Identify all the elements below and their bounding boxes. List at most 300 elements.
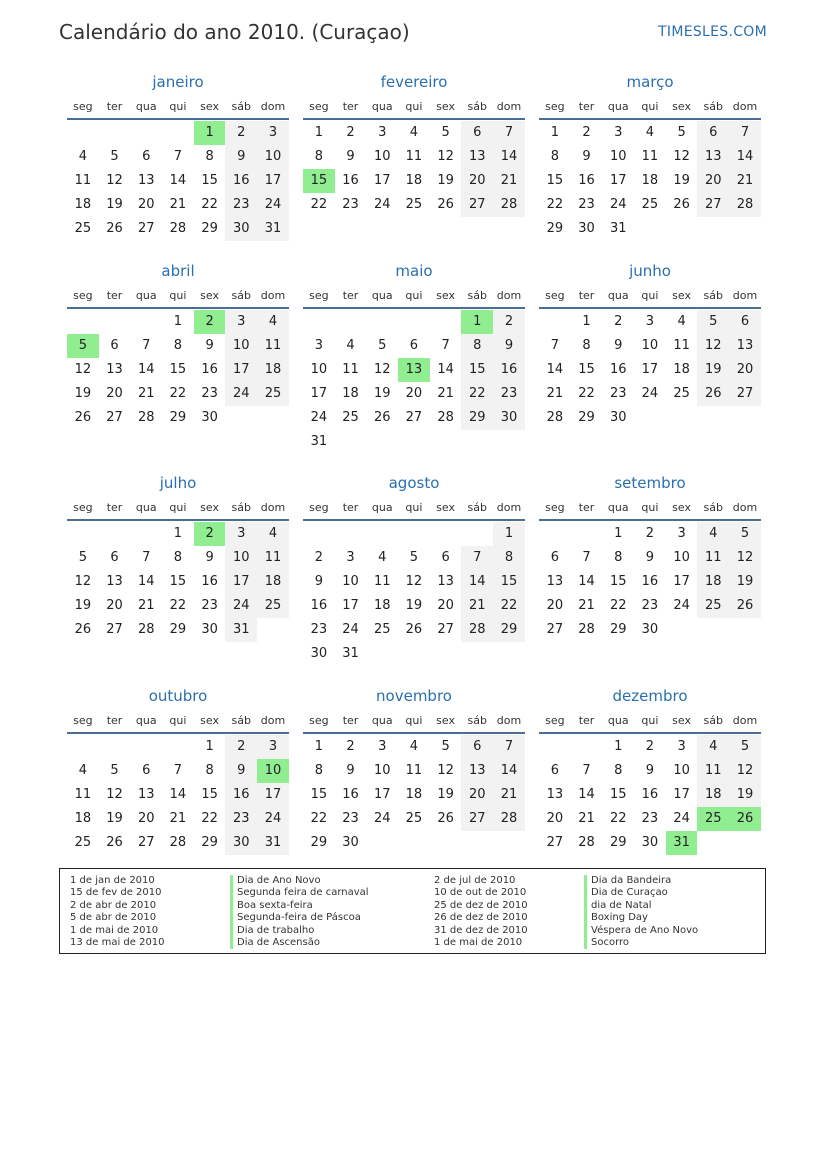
empty-cell [539, 735, 571, 759]
day-cell: 3 [378, 125, 387, 140]
empty-cell [130, 121, 162, 145]
weekday-label: seg [73, 289, 93, 302]
empty-cell [257, 406, 289, 430]
day-cell: 19 [697, 358, 729, 382]
day-cell: 15 [310, 787, 328, 802]
legend-holiday-name: Dia de trabalho [230, 925, 369, 937]
weekday-label: dom [496, 501, 522, 514]
day-cell: 29 [201, 221, 218, 236]
day-cell: 14 [578, 787, 595, 802]
weekday-label: seg [309, 100, 329, 113]
empty-cell [303, 310, 335, 334]
day-cell: 15 [169, 362, 187, 377]
day-cell: 30 [225, 217, 257, 241]
day-cell: 26 [373, 410, 391, 425]
weekday-label: seg [73, 100, 93, 113]
day-cell: 26 [437, 811, 454, 826]
day-cell: 30 [310, 646, 328, 661]
day-cell: 8 [493, 546, 525, 570]
weekday-label: sex [672, 289, 691, 302]
empty-cell [225, 406, 257, 430]
day-cell: 11 [641, 149, 659, 164]
legend-date: 1 de mai de 2010 [434, 937, 523, 949]
day-cell: 21 [729, 169, 761, 193]
empty-cell [430, 430, 462, 454]
month-fevereiro [303, 72, 525, 217]
weekday-label: sáb [703, 714, 724, 727]
month-name: novembro [376, 687, 452, 705]
day-cell: 18 [673, 362, 690, 377]
day-cell: 5 [677, 125, 686, 140]
day-cell: 3 [225, 522, 257, 546]
weekday-label: qui [641, 289, 659, 302]
day-cell: 7 [582, 550, 591, 565]
day-cell: 4 [697, 522, 729, 546]
day-cell: 11 [74, 173, 92, 188]
weekday-label: qua [135, 100, 157, 113]
day-cell: 31 [609, 221, 627, 236]
day-cell: 28 [729, 193, 761, 217]
weekday-label: sáb [231, 289, 252, 302]
day-cell: 17 [225, 570, 257, 594]
day-cell: 4 [257, 522, 289, 546]
weekday-label: qua [607, 289, 629, 302]
day-cell: 5 [67, 334, 99, 358]
day-cell: 6 [110, 550, 119, 565]
day-cell: 11 [342, 362, 359, 377]
day-cell: 14 [137, 362, 155, 377]
day-cell: 19 [74, 598, 92, 613]
weekday-label: qua [371, 501, 393, 514]
empty-cell [67, 310, 99, 334]
day-cell: 10 [225, 334, 257, 358]
day-cell: 4 [257, 310, 289, 334]
day-cell: 16 [342, 173, 359, 188]
month-name: agosto [388, 474, 440, 492]
day-cell: 14 [461, 570, 493, 594]
weekday-label: dom [732, 100, 758, 113]
empty-cell [430, 831, 462, 855]
empty-cell [303, 522, 335, 546]
weekday-label: sáb [467, 714, 488, 727]
day-cell: 23 [225, 807, 257, 831]
day-cell: 1 [194, 121, 226, 145]
day-cell: 22 [201, 197, 218, 212]
empty-cell [335, 522, 367, 546]
day-cell: 22 [201, 811, 218, 826]
weekday-label: sáb [703, 289, 724, 302]
month-name: outubro [148, 687, 208, 705]
legend-date: 1 de mai de 2010 [70, 924, 159, 936]
day-cell: 4 [697, 735, 729, 759]
day-cell: 22 [546, 197, 564, 212]
day-cell: 8 [614, 763, 623, 778]
weekday-label: qui [641, 501, 659, 514]
empty-cell [398, 310, 430, 334]
day-cell: 8 [582, 338, 591, 353]
day-cell: 7 [173, 763, 183, 778]
day-cell: 26 [74, 622, 92, 637]
day-cell: 20 [437, 598, 454, 613]
day-cell: 20 [546, 811, 564, 826]
day-cell: 14 [546, 362, 564, 377]
day-cell: 7 [729, 121, 761, 145]
day-cell: 1 [173, 314, 183, 329]
day-cell: 7 [441, 338, 450, 353]
day-cell: 9 [493, 334, 525, 358]
day-grid [303, 522, 525, 666]
day-cell: 4 [409, 739, 419, 754]
day-cell: 8 [550, 149, 559, 164]
day-cell: 2 [194, 522, 226, 546]
day-cell: 3 [346, 550, 355, 565]
legend-holiday-name: Segunda feira de carnaval [230, 887, 369, 899]
empty-cell [729, 406, 761, 430]
day-cell: 20 [729, 358, 761, 382]
day-cell: 1 [314, 739, 323, 754]
legend-holiday-name: Socorro [584, 937, 698, 949]
day-cell: 19 [74, 386, 92, 401]
day-cell: 12 [106, 787, 123, 802]
weekday-header [67, 96, 289, 120]
day-cell: 20 [461, 169, 493, 193]
empty-cell [729, 217, 761, 241]
day-cell: 30 [201, 410, 218, 425]
day-cell: 30 [342, 835, 359, 850]
day-cell: 24 [225, 594, 257, 618]
weekday-label: qui [641, 714, 659, 727]
empty-cell [634, 406, 666, 430]
day-cell: 6 [142, 763, 151, 778]
empty-cell [697, 831, 729, 855]
day-cell: 4 [677, 314, 686, 329]
day-cell: 10 [373, 149, 391, 164]
day-cell: 11 [405, 149, 423, 164]
day-cell: 16 [578, 173, 595, 188]
day-cell: 2 [346, 125, 355, 140]
month-janeiro [67, 72, 289, 241]
month-name: dezembro [612, 687, 688, 705]
day-cell: 21 [169, 811, 187, 826]
weekday-header [303, 710, 525, 734]
day-cell: 4 [78, 763, 87, 778]
day-cell: 12 [74, 574, 92, 589]
weekday-label: sex [200, 100, 219, 113]
day-cell: 19 [729, 783, 761, 807]
day-cell: 15 [201, 787, 218, 802]
day-cell: 3 [378, 739, 387, 754]
day-cell: 16 [201, 574, 218, 589]
day-cell: 26 [729, 594, 761, 618]
day-cell: 10 [609, 149, 627, 164]
holiday-legend [59, 868, 766, 954]
day-cell: 18 [697, 570, 729, 594]
legend-date: 2 de abr de 2010 [70, 899, 157, 911]
day-cell: 20 [697, 169, 729, 193]
day-cell: 6 [550, 550, 559, 565]
day-cell: 26 [106, 221, 123, 236]
day-cell: 21 [137, 386, 155, 401]
day-cell: 16 [342, 787, 359, 802]
month-abril [67, 261, 289, 430]
weekday-label: sex [200, 289, 219, 302]
day-cell: 6 [110, 338, 119, 353]
day-cell: 2 [493, 310, 525, 334]
day-cell: 8 [205, 763, 214, 778]
empty-cell [366, 522, 398, 546]
day-cell: 7 [142, 338, 151, 353]
legend-holiday-name: Dia de Ascensão [230, 937, 369, 949]
weekday-label: sex [672, 100, 691, 113]
day-grid [539, 310, 761, 430]
day-cell: 18 [74, 811, 92, 826]
weekday-label: dom [732, 714, 758, 727]
weekday-header [539, 497, 761, 521]
weekday-label: sáb [231, 501, 252, 514]
day-cell: 4 [346, 338, 355, 353]
day-cell: 29 [578, 410, 595, 425]
day-cell: 10 [373, 763, 391, 778]
weekday-label: dom [496, 289, 522, 302]
empty-cell [67, 522, 99, 546]
day-cell: 15 [546, 173, 564, 188]
day-cell: 12 [373, 362, 391, 377]
day-cell: 17 [373, 173, 391, 188]
legend-holiday-name: Dia de Curaçao [584, 887, 698, 899]
day-cell: 18 [257, 570, 289, 594]
day-cell: 9 [614, 338, 623, 353]
legend-date: 10 de out de 2010 [434, 887, 527, 899]
empty-cell [461, 831, 493, 855]
month-name: maio [395, 262, 433, 280]
day-cell: 4 [645, 125, 655, 140]
day-cell: 1 [314, 125, 323, 140]
empty-cell [99, 310, 131, 334]
weekday-label: seg [309, 289, 329, 302]
weekday-label: dom [260, 100, 286, 113]
empty-cell [366, 831, 398, 855]
day-cell: 1 [550, 125, 559, 140]
legend-names-right [584, 875, 698, 949]
weekday-label: qua [135, 501, 157, 514]
day-cell: 21 [493, 783, 525, 807]
weekday-label: qui [169, 501, 187, 514]
empty-cell [461, 522, 493, 546]
weekday-label: sáb [703, 100, 724, 113]
day-cell: 18 [342, 386, 359, 401]
day-cell: 4 [378, 550, 387, 565]
weekday-label: qui [169, 100, 187, 113]
day-cell: 2 [582, 125, 591, 140]
day-cell: 5 [409, 550, 419, 565]
day-cell: 23 [641, 598, 659, 613]
empty-cell [571, 735, 603, 759]
day-cell: 12 [697, 334, 729, 358]
day-cell: 24 [257, 807, 289, 831]
day-cell: 15 [609, 574, 627, 589]
day-cell: 26 [437, 197, 454, 212]
weekday-header [539, 285, 761, 309]
day-cell: 1 [614, 739, 623, 754]
empty-cell [729, 831, 761, 855]
day-cell: 5 [729, 522, 761, 546]
day-cell: 10 [310, 362, 328, 377]
weekday-label: ter [578, 289, 595, 302]
month-outubro [67, 686, 289, 855]
weekday-label: sáb [231, 714, 252, 727]
day-cell: 3 [677, 739, 686, 754]
legend-holiday-name: Boa sexta-feira [230, 900, 369, 912]
day-cell: 6 [697, 121, 729, 145]
day-cell: 11 [257, 334, 289, 358]
day-grid [67, 310, 289, 430]
day-cell: 17 [257, 169, 289, 193]
day-cell: 23 [342, 197, 359, 212]
day-cell: 27 [697, 193, 729, 217]
day-cell: 23 [641, 811, 659, 826]
month-name: fevereiro [380, 73, 448, 91]
weekday-label: dom [496, 100, 522, 113]
day-cell: 26 [405, 622, 423, 637]
legend-holiday-name: dia de Natal [584, 900, 698, 912]
weekday-label: sex [436, 289, 455, 302]
day-cell: 10 [257, 759, 289, 783]
month-setembro [539, 473, 761, 642]
month-junho [539, 261, 761, 430]
day-cell: 4 [409, 125, 419, 140]
brand-logo-text[interactable]: TIMESLES.COM [658, 24, 767, 40]
day-cell: 2 [645, 739, 655, 754]
day-cell: 18 [74, 197, 92, 212]
day-cell: 25 [373, 622, 391, 637]
weekday-label: ter [578, 714, 595, 727]
legend-date: 26 de dez de 2010 [434, 912, 528, 924]
day-cell: 6 [461, 735, 493, 759]
day-cell: 23 [578, 197, 595, 212]
day-cell: 1 [461, 310, 493, 334]
day-cell: 26 [697, 382, 729, 406]
day-cell: 16 [225, 783, 257, 807]
day-cell: 22 [461, 382, 493, 406]
day-cell: 9 [346, 763, 355, 778]
weekday-label: qui [405, 501, 423, 514]
day-cell: 13 [137, 173, 155, 188]
day-cell: 26 [74, 410, 92, 425]
day-cell: 6 [461, 121, 493, 145]
weekday-label: seg [545, 100, 565, 113]
legend-dates-right [434, 875, 528, 949]
day-cell: 16 [641, 787, 659, 802]
empty-cell [729, 618, 761, 642]
day-cell: 6 [550, 763, 559, 778]
day-cell: 11 [673, 338, 690, 353]
day-cell: 5 [441, 739, 450, 754]
weekday-label: qua [135, 289, 157, 302]
legend-holiday-name: Véspera de Ano Novo [584, 925, 698, 937]
day-cell: 31 [257, 217, 289, 241]
day-cell: 29 [310, 835, 328, 850]
weekday-label: seg [545, 714, 565, 727]
day-cell: 20 [106, 598, 123, 613]
empty-cell [99, 121, 131, 145]
day-cell: 15 [461, 358, 493, 382]
day-cell: 19 [437, 173, 454, 188]
weekday-label: sex [672, 714, 691, 727]
legend-date: 5 de abr de 2010 [70, 912, 157, 924]
day-cell: 6 [142, 149, 151, 164]
empty-cell [162, 121, 194, 145]
day-cell: 15 [609, 787, 627, 802]
day-cell: 18 [373, 598, 391, 613]
day-cell: 17 [673, 574, 690, 589]
day-cell: 9 [314, 574, 323, 589]
weekday-label: qua [607, 714, 629, 727]
day-cell: 15 [578, 362, 595, 377]
day-cell: 13 [461, 759, 493, 783]
legend-holiday-name: Dia de Ano Novo [230, 875, 369, 887]
day-cell: 14 [578, 574, 595, 589]
day-cell: 30 [201, 622, 218, 637]
day-cell: 16 [201, 362, 218, 377]
weekday-header [539, 96, 761, 120]
day-cell: 7 [493, 735, 525, 759]
empty-cell [335, 310, 367, 334]
day-cell: 25 [405, 811, 423, 826]
day-cell: 26 [106, 835, 123, 850]
day-cell: 17 [310, 386, 328, 401]
day-cell: 30 [641, 622, 659, 637]
day-cell: 16 [493, 358, 525, 382]
day-cell: 3 [257, 735, 289, 759]
empty-cell [130, 310, 162, 334]
day-cell: 1 [582, 314, 591, 329]
day-cell: 2 [314, 550, 323, 565]
day-cell: 8 [614, 550, 623, 565]
day-cell: 27 [461, 193, 493, 217]
day-cell: 13 [437, 574, 454, 589]
weekday-label: dom [260, 501, 286, 514]
weekday-label: qui [169, 289, 187, 302]
weekday-header [539, 710, 761, 734]
day-cell: 24 [609, 197, 627, 212]
empty-cell [539, 310, 571, 334]
weekday-label: sáb [467, 100, 488, 113]
day-cell: 29 [201, 835, 218, 850]
day-cell: 27 [137, 835, 155, 850]
day-cell: 25 [697, 807, 729, 831]
day-cell: 12 [729, 759, 761, 783]
weekday-label: sex [672, 501, 691, 514]
day-cell: 27 [729, 382, 761, 406]
weekday-label: sex [436, 501, 455, 514]
day-cell: 10 [673, 550, 690, 565]
day-cell: 17 [342, 598, 359, 613]
empty-cell [257, 618, 289, 642]
day-cell: 27 [405, 410, 423, 425]
weekday-label: qua [371, 289, 393, 302]
weekday-header [303, 285, 525, 309]
day-cell: 11 [373, 574, 391, 589]
day-cell: 5 [697, 310, 729, 334]
day-cell: 28 [169, 221, 187, 236]
day-cell: 7 [142, 550, 151, 565]
empty-cell [697, 217, 729, 241]
month-novembro [303, 686, 525, 855]
day-cell: 18 [405, 787, 423, 802]
day-cell: 13 [398, 358, 430, 382]
day-cell: 28 [137, 622, 155, 637]
day-cell: 17 [225, 358, 257, 382]
